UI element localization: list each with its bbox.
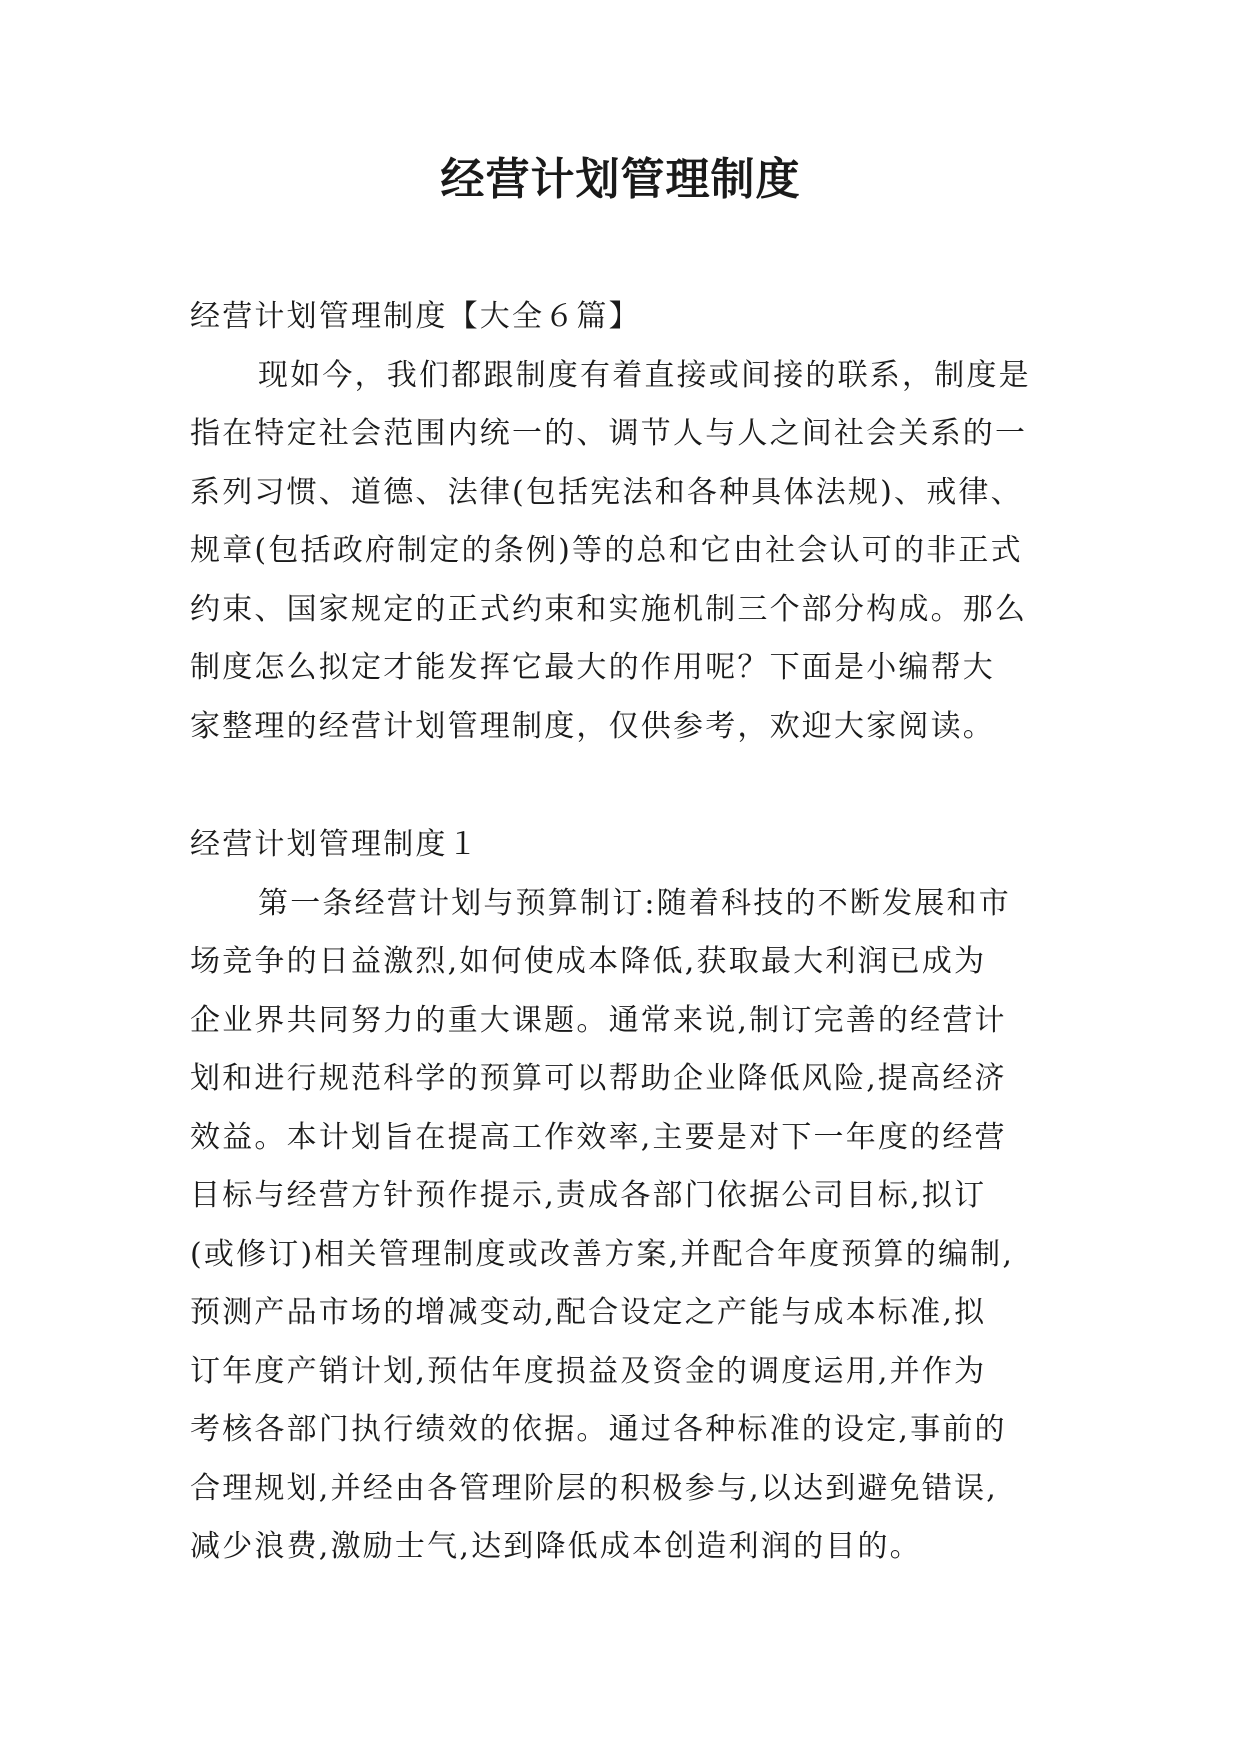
document-subtitle: 经营计划管理制度【大全６篇】 [190, 299, 641, 334]
section-line: 订年度产销计划,预估年度损益及资金的调度运用,并作为 [190, 1353, 987, 1389]
section-line: 合理规划,并经由各管理阶层的积极参与,以达到避免错误, [190, 1470, 999, 1506]
section-line: 场竞争的日益激烈,如何使成本降低,获取最大利润已成为 [190, 944, 987, 979]
document-body [190, 288, 1060, 1577]
intro-line: 规章(包括政府制定的条例)等的总和它由社会认可的非正式 [190, 533, 1023, 568]
intro-line: 现如今，我们都跟制度有着直接或间接的联系，制度是 [258, 357, 1031, 393]
section-line: 考核各部门执行绩效的依据。通过各种标准的设定,事前的 [190, 1412, 1007, 1447]
section-line: 减少浪费,激励士气,达到降低成本创造利润的目的。 [190, 1529, 922, 1564]
paragraph-gap [190, 756, 1060, 816]
section-paragraph [190, 875, 1060, 1577]
intro-line: 家整理的经营计划管理制度，仅供参考，欢迎大家阅读。 [190, 708, 995, 744]
section-line: 第一条经营计划与预算制订:随着科技的不断发展和市 [258, 885, 1011, 921]
intro-line: 约束、国家规定的正式约束和实施机制三个部分构成。那么 [190, 591, 1028, 627]
intro-line: 制度怎么拟定才能发挥它最大的作用呢？下面是小编帮大 [190, 650, 995, 685]
section-line: 效益。本计划旨在提高工作效率,主要是对下一年度的经营 [190, 1119, 1007, 1155]
section-line: 企业界共同努力的重大课题。通常来说,制订完善的经营计 [190, 1002, 1007, 1038]
intro-paragraph [190, 347, 1060, 757]
section-line: 目标与经营方针预作提示,责成各部门依据公司目标,拟订 [190, 1178, 987, 1213]
intro-line: 指在特定社会范围内统一的、调节人与人之间社会关系的一 [190, 416, 1028, 451]
intro-line: 系列习惯、道德、法律(包括宪法和各种具体法规)、戒律、 [190, 474, 1023, 510]
section-line: (或修订)相关管理制度或改善方案,并配合年度预算的编制, [190, 1236, 1015, 1272]
section-line: 划和进行规范科学的预算可以帮助企业降低风险,提高经济 [190, 1061, 1007, 1096]
document-title: 经营计划管理制度 [440, 154, 801, 205]
section-line: 预测产品市场的增减变动,配合设定之产能与成本标准,拟 [190, 1295, 987, 1330]
section-heading: 经营计划管理制度１ [190, 827, 480, 862]
